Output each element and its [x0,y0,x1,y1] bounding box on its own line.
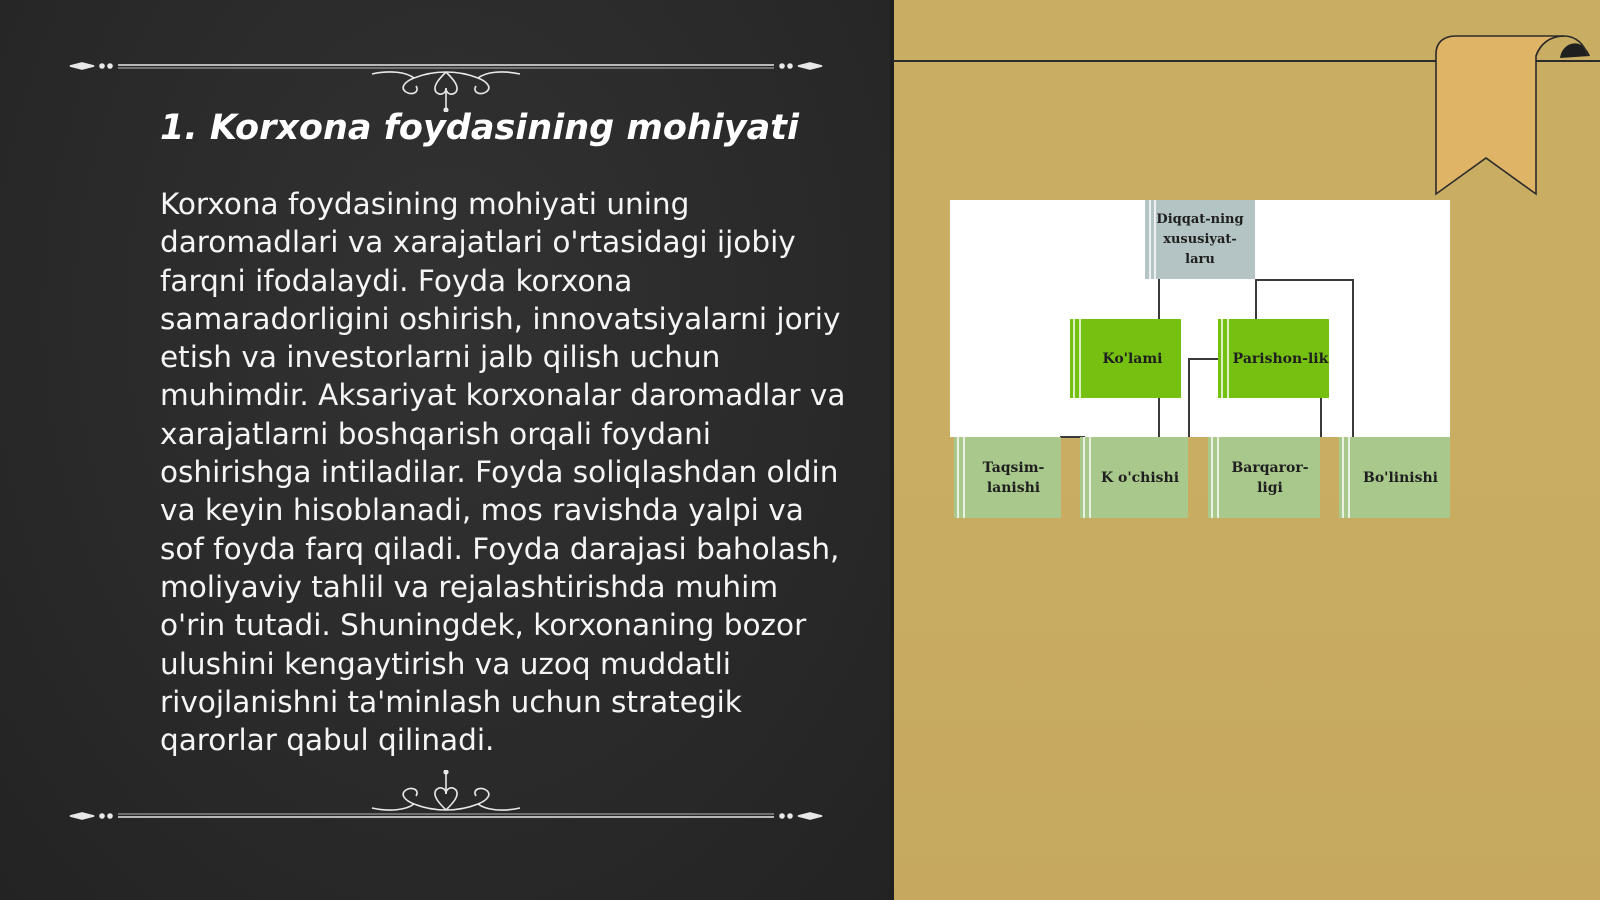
leaf-label [1231,458,1308,498]
slide-title: 1. Korxona foydasining mohiyati [160,108,799,148]
connector [1158,279,1160,319]
root-box [1145,200,1255,279]
leaf-label: K o'chishi [1100,469,1180,486]
leaf-label-line: lanishi [986,479,1041,496]
leaf-label [983,458,1045,498]
leaf-box [1080,437,1188,518]
leaf-box [1208,437,1320,518]
root-label [1156,210,1243,270]
leaf-label-line: Barqaror- [1231,459,1309,476]
middle-box-kolami [1070,319,1181,398]
leaf-box [1339,437,1450,518]
attention-properties-diagram [950,200,1450,518]
connector [1352,279,1354,437]
connector [1255,279,1257,319]
panel-divider [890,0,894,900]
slide-body-text: Korxona foydasining mohiyati uning daromadlari va xarajatlari o'rtasidagi ijobiy farqni ifodalaydi. Foyda korxona samaradorligini oshirish, innovatsiyalarni joriy etish va investorlarni jalb qilish uchun muhimdir. Aksariyat korxonalar daromadlar va xarajatlarni boshqarish orqali foydani oshirishga intiladilar. Foyda soliqlashdan oldin va keyin hisoblanadi, mos ravishda yalpi va sof foyda farq qiladi. Foyda darajasi baholash, moliyaviy tahlil va rejalashtirishda muhim o'rin tutadi. Shuningdek, korxonaning bozor ulushini kengaytirish va uzoq muddatli rivojlanishni ta'minlash uchun strategik qarorlar qabul qilinadi. [160,187,846,758]
ornament-bottom-divider [64,770,828,830]
middle-box-parishonlik [1218,319,1329,398]
root-label-line: xususiyat- [1163,231,1237,247]
bookmark-icon [1432,34,1600,199]
root-label-line: laru [1185,251,1215,267]
connector [1255,279,1352,281]
leaf-label-line: Taqsim- [982,459,1045,476]
middle-label: Parishon-lik [1232,350,1329,367]
leaf-box [954,437,1061,518]
middle-label: Ko'lami [1102,350,1163,367]
leaf-label-line: ligi [1257,479,1283,496]
leaf-label: Bo'linishi [1363,469,1438,486]
root-label-line: Diqqat-ning [1156,211,1244,227]
connector [1158,398,1160,437]
ornament-top-divider [64,52,828,112]
connector [1320,398,1322,437]
connector [1188,358,1190,437]
